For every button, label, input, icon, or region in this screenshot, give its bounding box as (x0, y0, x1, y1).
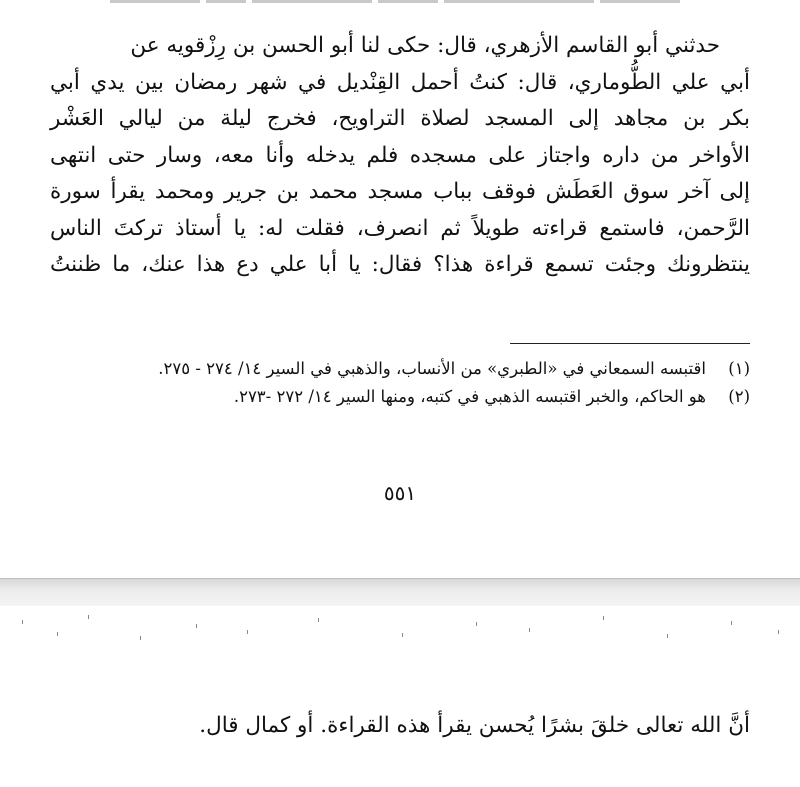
page-number: ٥٥١ (383, 481, 417, 505)
text-line: ينتظرونك وجئت تسمع قراءة هذا؟ فقال: يا أبا علي دع هذا عنك، ما ظننتُ (50, 252, 750, 277)
text-line: الرَّحمن، فاستمع قراءته طويلاً ثم انصرف، فقلت له: يا أستاذ تركتَ الناس (50, 215, 750, 241)
text-line: الأواخر من داره واجتاز على مسجده فلم يدخله وأنا معه، وسار حتى انتهى (50, 142, 750, 168)
page-separator (0, 578, 800, 607)
footnote-text: هو الحاكم، والخبر اقتبسه الذهبي في كتبه، ومنها السير ١٤/ ٢٧٢ -٢٧٣. (233, 387, 706, 406)
main-text (50, 28, 750, 284)
text-line: أبي علي الطُّوماري، قال: كنتُ أحمل القِنْديل في شهر رمضان بين يدي أبي (50, 69, 750, 95)
footnotes (60, 355, 750, 411)
text-line: بكر بن مجاهد إلى المسجد لصلاة التراويح، فخرج ليلة من ليالي العَشْر (50, 106, 750, 131)
next-document-page (0, 606, 800, 787)
footnote-item (60, 383, 750, 411)
footnote-text: اقتبسه السمعاني في «الطبري» من الأنساب، والذهبي في السير ١٤/ ٢٧٤ - ٢٧٥. (158, 359, 706, 378)
footnote-item (60, 355, 750, 383)
scan-artifacts (0, 606, 800, 646)
footnote-divider (510, 343, 750, 344)
text-line: إلى آخر سوق العَطَش فوقف بباب مسجد محمد بن جرير ومحمد يقرأ سورة (50, 179, 750, 204)
text-line: أنَّ الله تعالى خلقَ بشرًا يُحسن يقرأ هذه القراءة. أو كمال قال. (199, 713, 750, 738)
footnote-number: (٢) (728, 387, 750, 406)
footnote-number: (١) (728, 359, 750, 378)
previous-line-fragment (110, 0, 750, 8)
text-line: حدثني أبو القاسم الأزهري، قال: حكى لنا أبو الحسن بن رِزْقويه عن (130, 33, 720, 58)
